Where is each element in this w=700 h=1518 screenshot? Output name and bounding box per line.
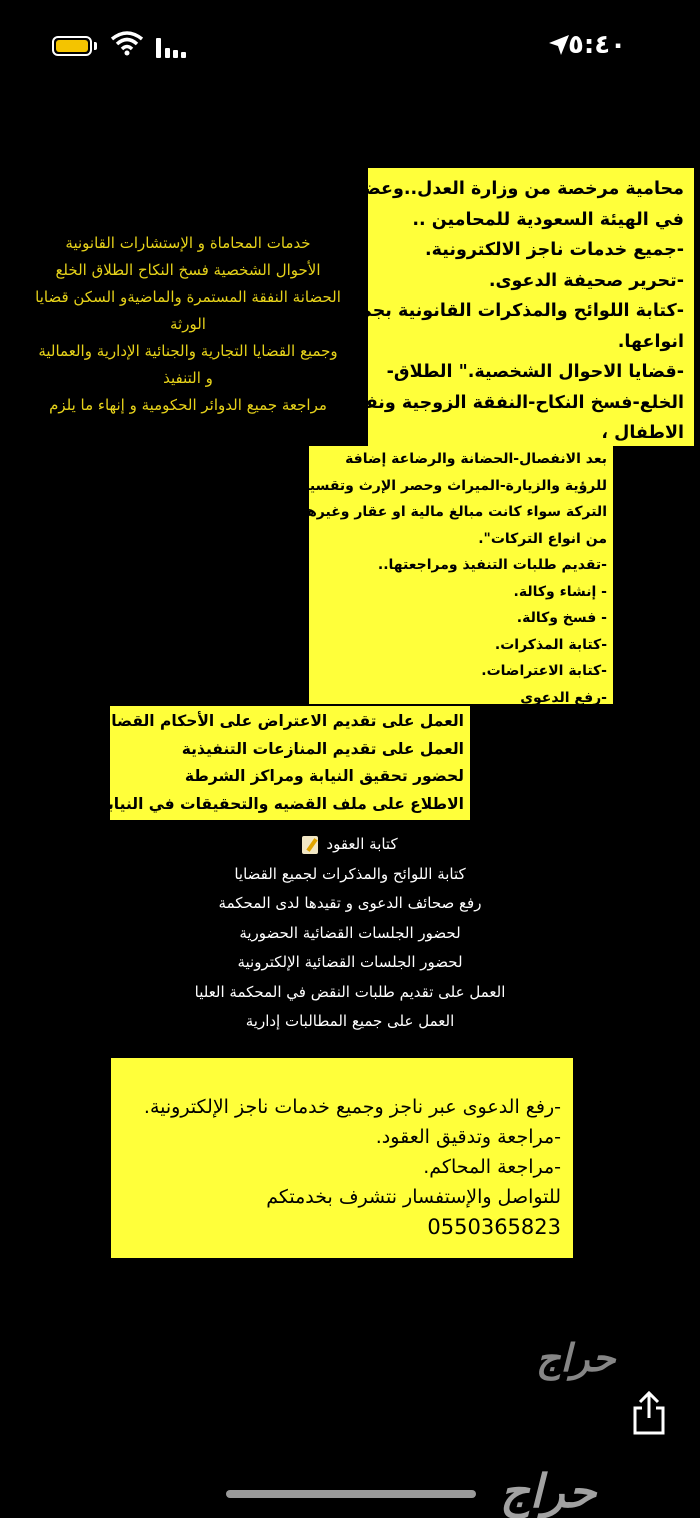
memo-icon bbox=[302, 836, 318, 854]
text-line: لحضور الجلسات القضائية الإلكترونية bbox=[237, 953, 463, 971]
status-bar bbox=[0, 0, 700, 92]
text-line: انواعها. bbox=[617, 331, 684, 352]
text-line: من انواع التركات". bbox=[478, 530, 607, 547]
text-line: الحضانة النفقة المستمرة والماضيةو السكن قضايا bbox=[35, 288, 341, 306]
objections-box bbox=[89, 706, 470, 820]
wifi-icon bbox=[110, 30, 144, 62]
home-indicator[interactable] bbox=[226, 1490, 476, 1498]
status-time: ٥:٤٠ bbox=[567, 30, 626, 60]
battery-icon bbox=[52, 36, 92, 56]
text-line: -كتابة الاعتراضات. bbox=[481, 663, 607, 679]
text-line: للرؤية والزيارة-الميراث وحصر الإرث وتقسيم bbox=[298, 477, 607, 494]
text-line: -كتابة المذكرات. bbox=[494, 636, 607, 653]
text-line: - فسخ وكالة. bbox=[516, 610, 607, 626]
text-line: العمل على تقديم طلبات النقض في المحكمة العليا bbox=[194, 982, 506, 1001]
share-icon[interactable] bbox=[630, 1390, 668, 1436]
haraj-logo: حراج bbox=[536, 1336, 616, 1380]
battery-tip bbox=[94, 42, 97, 50]
signal-icon bbox=[156, 36, 192, 58]
text-line: و التنفيذ bbox=[163, 369, 213, 387]
contracts-label: كتابة العقود bbox=[326, 835, 398, 853]
services-list-box bbox=[298, 446, 613, 706]
text-line: -مراجعة المحاكم. bbox=[423, 1156, 561, 1178]
text-line: -تقديم طلبات التنفيذ ومراجعتها.. bbox=[377, 557, 607, 573]
text-line: -كتابة اللوائح والمذكرات القانونية بجميع bbox=[341, 301, 684, 321]
contracts-heading bbox=[150, 830, 550, 860]
text-line: بعد الانفصال-الحضانة والرضاعة إضافة bbox=[345, 451, 607, 467]
text-line: التركة سواء كانت مبالغ مالية او عقار وغيرها bbox=[301, 504, 607, 520]
text-line: الاطفال ، bbox=[601, 423, 684, 443]
text-line: خدمات المحاماة و الإستشارات القانونية bbox=[65, 234, 311, 252]
text-line: في الهيئة السعودية للمحامين .. bbox=[412, 209, 684, 230]
phone-number[interactable]: 0550365823 bbox=[427, 1215, 561, 1239]
text-line: الأحوال الشخصية فسخ النكاح الطلاق الخلع bbox=[55, 261, 321, 279]
text-line: الاطلاع على ملف القضيه والتحقيقات في النيابة bbox=[98, 794, 464, 813]
battery-fill bbox=[56, 40, 88, 52]
text-line: محامية مرخصة من وزارة العدل..وعضو bbox=[352, 179, 684, 199]
contact-box bbox=[111, 1058, 573, 1258]
text-line: -رفع الدعوى bbox=[520, 689, 607, 706]
text-line: -جميع خدمات ناجز الالكترونية. bbox=[425, 240, 684, 260]
services-summary-text bbox=[18, 230, 358, 419]
text-line: وجميع القضايا التجارية والجنائية الإدارية والعمالية bbox=[38, 342, 338, 360]
text-line: رفع صحائف الدعوى و تقيدها لدى المحكمة bbox=[218, 894, 482, 912]
text-line: العمل على تقديم المنازعات التنفيذية bbox=[181, 739, 464, 758]
text-line: -تحرير صحيفة الدعوى. bbox=[488, 270, 684, 291]
text-line: الخلع-فسخ النكاح-النفقة الزوجية ونفقة bbox=[342, 392, 684, 413]
contracts-services-list bbox=[150, 830, 550, 1037]
haraj-logo: حراج bbox=[500, 1464, 597, 1518]
text-line: -مراجعة وتدقيق العقود. bbox=[375, 1126, 561, 1148]
text-line: الورثة bbox=[170, 315, 206, 333]
text-line: لحضور الجلسات القضائية الحضورية bbox=[239, 923, 461, 942]
text-line: للتواصل والإستفسار نتشرف بخدمتكم bbox=[266, 1186, 561, 1208]
location-arrow-icon bbox=[548, 34, 570, 56]
text-line: - إنشاء وكالة. bbox=[513, 583, 607, 600]
text-line: مراجعة جميع الدوائر الحكومية و إنهاء ما يلزم bbox=[49, 396, 327, 414]
text-line: -رفع الدعوى عبر ناجز وجميع خدمات ناجز الإلكترونية. bbox=[143, 1096, 561, 1118]
text-line: العمل على جميع المطالبات إدارية bbox=[245, 1012, 455, 1030]
lawyer-intro-box bbox=[341, 168, 694, 446]
text-line: كتابة اللوائح والمذكرات لجميع القضايا bbox=[234, 864, 466, 883]
text-line: -قضايا الاحوال الشخصية." الطلاق- bbox=[386, 362, 684, 382]
text-line: لحضور تحقيق النيابة ومراكز الشرطة bbox=[184, 767, 464, 785]
text-line: العمل على تقديم الاعتراض على الأحكام القضائية bbox=[89, 712, 464, 730]
